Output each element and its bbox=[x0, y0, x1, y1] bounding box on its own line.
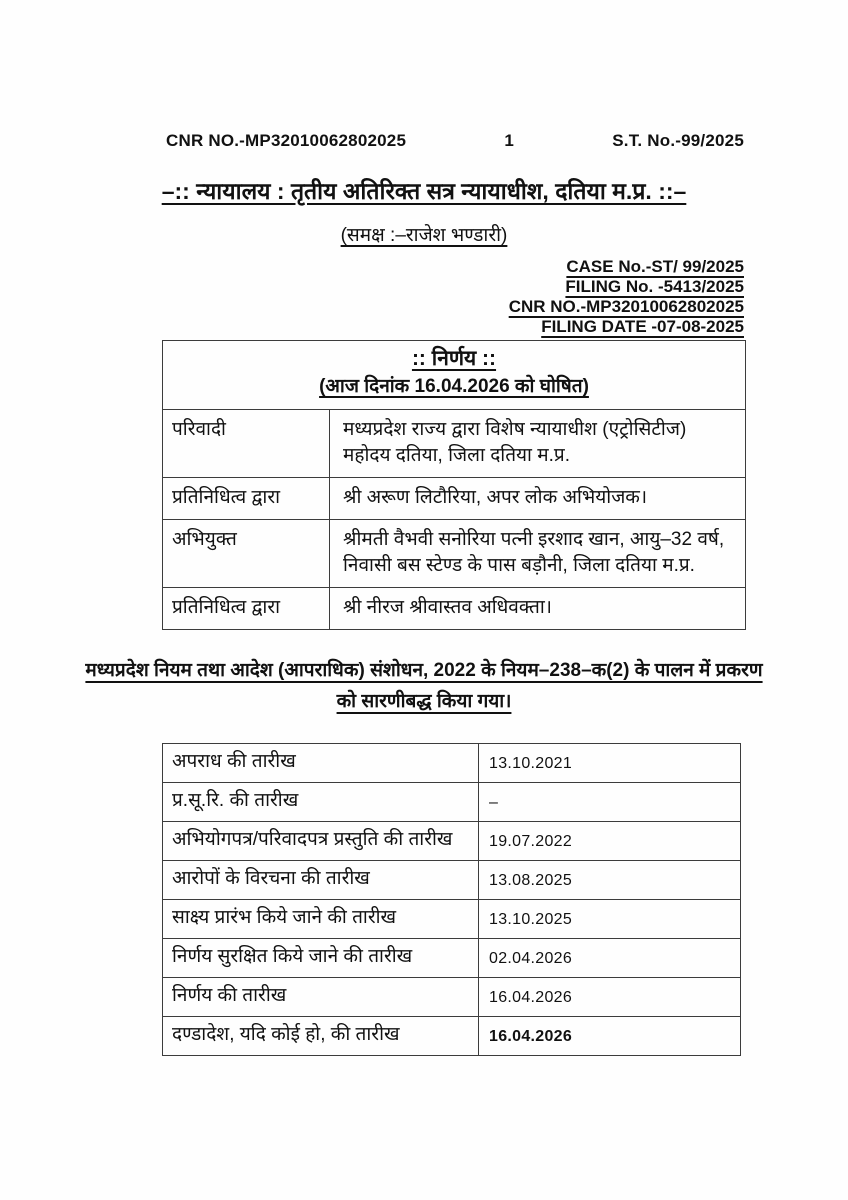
table-row bbox=[163, 822, 741, 861]
filing-number: FILING No. -5413/2025 bbox=[565, 277, 744, 296]
table-row bbox=[163, 520, 746, 588]
party-value: श्रीमती वैभवी सनोरिया पत्नी इरशाद खान, आयु–32 वर्ष, निवासी बस स्टेण्ड के पास बड़ौनी, जिला दतिया म.प्र. bbox=[330, 520, 746, 588]
date-label: साक्ष्य प्रारंभ किये जाने की तारीख bbox=[163, 900, 479, 939]
date-value: 13.10.2021 bbox=[479, 744, 741, 783]
date-label: अभियोगपत्र/परिवादपत्र प्रस्तुति की तारीख bbox=[163, 822, 479, 861]
date-value: 19.07.2022 bbox=[479, 822, 741, 861]
rule-compliance-note: मध्यप्रदेश नियम तथा आदेश (आपराधिक) संशोधन, 2022 के नियम–238–क(2) के पालन में प्रकरण को सारणीबद्ध किया गया। bbox=[85, 660, 763, 712]
table-row bbox=[163, 939, 741, 978]
party-label: प्रतिनिधित्व द्वारा bbox=[163, 588, 330, 630]
table-row bbox=[163, 744, 741, 783]
date-value: 13.10.2025 bbox=[479, 900, 741, 939]
table-row bbox=[163, 1017, 741, 1056]
table-row bbox=[163, 410, 746, 478]
table-row bbox=[163, 978, 741, 1017]
table-row bbox=[163, 478, 746, 520]
party-label: अभियुक्त bbox=[163, 520, 330, 588]
date-value: 16.04.2026 bbox=[479, 1017, 741, 1056]
case-dates-table bbox=[162, 743, 741, 1056]
judgment-heading-cell bbox=[163, 341, 746, 410]
presiding-judge: (समक्ष :–राजेश भण्डारी) bbox=[340, 225, 508, 246]
date-label: अपराध की तारीख bbox=[163, 744, 479, 783]
date-label: दण्डादेश, यदि कोई हो, की तारीख bbox=[163, 1017, 479, 1056]
header-st-number: S.T. No.-99/2025 bbox=[612, 131, 744, 150]
court-title: –:: न्यायालय : तृतीय अतिरिक्त सत्र न्यायाधीश, दतिया म.प्र. ::– bbox=[161, 178, 687, 204]
party-value: श्री नीरज श्रीवास्तव अधिवक्ता। bbox=[330, 588, 746, 630]
header-cnr-number: CNR NO.-MP32010062802025 bbox=[166, 131, 407, 150]
case-number: CASE No.-ST/ 99/2025 bbox=[566, 257, 744, 276]
date-label: निर्णय सुरक्षित किये जाने की तारीख bbox=[163, 939, 479, 978]
case-info-block bbox=[0, 257, 744, 337]
filing-date: FILING DATE -07-08-2025 bbox=[541, 317, 744, 336]
date-value: – bbox=[479, 783, 741, 822]
date-label: प्र.सू.रि. की तारीख bbox=[163, 783, 479, 822]
table-row bbox=[163, 783, 741, 822]
table-row bbox=[163, 341, 746, 410]
party-value: श्री अरूण लिटौरिया, अपर लोक अभियोजक। bbox=[330, 478, 746, 520]
table-row bbox=[163, 900, 741, 939]
table-row bbox=[163, 861, 741, 900]
judgment-parties-table bbox=[162, 340, 746, 630]
judgment-heading: :: निर्णय :: bbox=[411, 347, 497, 370]
date-value: 13.08.2025 bbox=[479, 861, 741, 900]
judgment-date-line: (आज दिनांक 16.04.2026 को घोषित) bbox=[319, 376, 589, 397]
party-value: मध्यप्रदेश राज्य द्वारा विशेष न्यायाधीश (एट्रोसिटीज) महोदय दतिया, जिला दतिया म.प्र. bbox=[330, 410, 746, 478]
cnr-number: CNR NO.-MP32010062802025 bbox=[508, 297, 744, 316]
table-row bbox=[163, 588, 746, 630]
date-label: निर्णय की तारीख bbox=[163, 978, 479, 1017]
party-label: परिवादी bbox=[163, 410, 330, 478]
page-header bbox=[166, 0, 744, 151]
date-value: 16.04.2026 bbox=[479, 978, 741, 1017]
date-label: आरोपों के विरचना की तारीख bbox=[163, 861, 479, 900]
party-label: प्रतिनिधित्व द्वारा bbox=[163, 478, 330, 520]
page-number: 1 bbox=[504, 131, 515, 150]
date-value: 02.04.2026 bbox=[479, 939, 741, 978]
